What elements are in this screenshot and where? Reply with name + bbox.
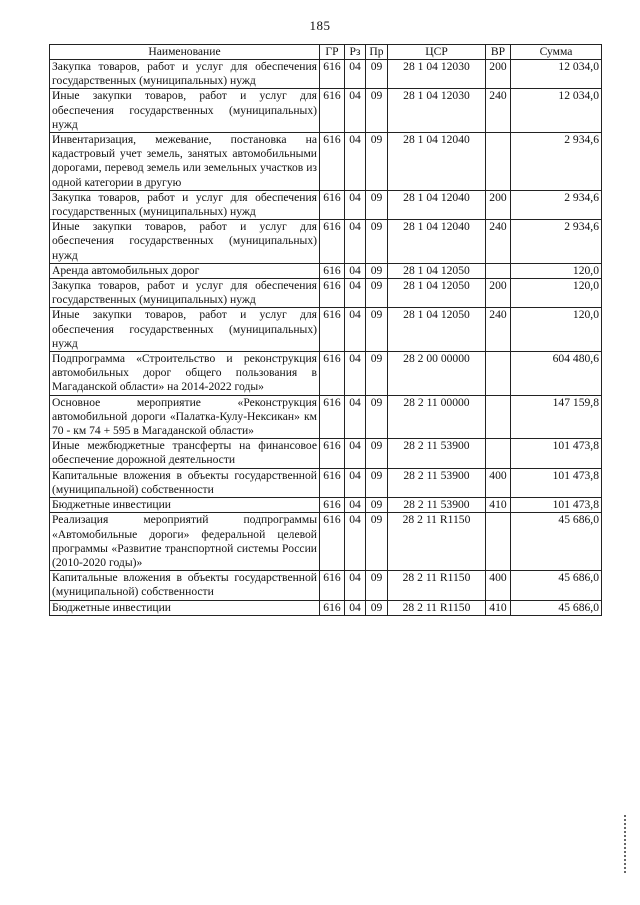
cell-gr: 616 xyxy=(320,513,345,571)
cell-vr xyxy=(486,513,511,571)
header-vr: ВР xyxy=(486,45,511,60)
cell-gr: 616 xyxy=(320,352,345,396)
cell-csr: 28 2 11 R1150 xyxy=(388,600,486,615)
header-pr: Пр xyxy=(366,45,388,60)
scan-edge-mark xyxy=(624,815,626,875)
cell-sum: 604 480,6 xyxy=(511,352,602,396)
cell-pr: 09 xyxy=(366,498,388,513)
cell-pr: 09 xyxy=(366,571,388,600)
cell-pr: 09 xyxy=(366,89,388,133)
cell-sum: 2 934,6 xyxy=(511,190,602,219)
cell-vr xyxy=(486,133,511,191)
table-row xyxy=(50,513,602,571)
cell-vr: 200 xyxy=(486,60,511,89)
cell-name: Бюджетные инвестиции xyxy=(50,498,320,513)
cell-rz: 04 xyxy=(345,279,366,308)
cell-name: Закупка товаров, работ и услуг для обеспечения государственных (муниципальных) нужд xyxy=(50,60,320,89)
cell-rz: 04 xyxy=(345,395,366,439)
cell-vr xyxy=(486,395,511,439)
header-name: Наименование xyxy=(50,45,320,60)
budget-table xyxy=(49,44,602,616)
cell-sum: 120,0 xyxy=(511,279,602,308)
cell-gr: 616 xyxy=(320,308,345,352)
cell-sum: 45 686,0 xyxy=(511,600,602,615)
cell-gr: 616 xyxy=(320,468,345,497)
cell-sum: 12 034,0 xyxy=(511,89,602,133)
cell-rz: 04 xyxy=(345,220,366,264)
cell-sum: 120,0 xyxy=(511,263,602,278)
cell-gr: 616 xyxy=(320,439,345,468)
cell-pr: 09 xyxy=(366,600,388,615)
cell-pr: 09 xyxy=(366,439,388,468)
cell-vr: 240 xyxy=(486,220,511,264)
cell-gr: 616 xyxy=(320,571,345,600)
cell-pr: 09 xyxy=(366,308,388,352)
cell-vr: 200 xyxy=(486,190,511,219)
cell-name: Закупка товаров, работ и услуг для обеспечения государственных (муниципальных) нужд xyxy=(50,279,320,308)
cell-rz: 04 xyxy=(345,89,366,133)
cell-sum: 2 934,6 xyxy=(511,133,602,191)
cell-sum: 120,0 xyxy=(511,308,602,352)
cell-pr: 09 xyxy=(366,263,388,278)
cell-name: Бюджетные инвестиции xyxy=(50,600,320,615)
table-row xyxy=(50,468,602,497)
cell-rz: 04 xyxy=(345,263,366,278)
cell-sum: 45 686,0 xyxy=(511,513,602,571)
cell-pr: 09 xyxy=(366,468,388,497)
cell-gr: 616 xyxy=(320,133,345,191)
table-row xyxy=(50,220,602,264)
cell-name: Аренда автомобильных дорог xyxy=(50,263,320,278)
cell-vr: 200 xyxy=(486,279,511,308)
cell-csr: 28 1 04 12050 xyxy=(388,263,486,278)
cell-rz: 04 xyxy=(345,600,366,615)
cell-rz: 04 xyxy=(345,439,366,468)
cell-gr: 616 xyxy=(320,60,345,89)
cell-rz: 04 xyxy=(345,571,366,600)
table-row xyxy=(50,308,602,352)
cell-vr: 240 xyxy=(486,89,511,133)
cell-gr: 616 xyxy=(320,89,345,133)
cell-name: Закупка товаров, работ и услуг для обеспечения государственных (муниципальных) нужд xyxy=(50,190,320,219)
cell-pr: 09 xyxy=(366,395,388,439)
cell-gr: 616 xyxy=(320,395,345,439)
cell-csr: 28 2 11 53900 xyxy=(388,498,486,513)
table-row xyxy=(50,600,602,615)
cell-sum: 2 934,6 xyxy=(511,220,602,264)
cell-csr: 28 1 04 12030 xyxy=(388,89,486,133)
header-csr: ЦСР xyxy=(388,45,486,60)
table-row xyxy=(50,352,602,396)
cell-sum: 12 034,0 xyxy=(511,60,602,89)
cell-csr: 28 2 11 00000 xyxy=(388,395,486,439)
cell-sum: 101 473,8 xyxy=(511,468,602,497)
cell-name: Реализация мероприятий подпрограммы «Автомобильные дороги» федеральной целевой программы «Развитие транспортной системы России (2010-2020 годы)» xyxy=(50,513,320,571)
cell-pr: 09 xyxy=(366,190,388,219)
cell-csr: 28 1 04 12040 xyxy=(388,220,486,264)
cell-csr: 28 2 11 53900 xyxy=(388,439,486,468)
cell-pr: 09 xyxy=(366,513,388,571)
cell-rz: 04 xyxy=(345,60,366,89)
cell-csr: 28 1 04 12030 xyxy=(388,60,486,89)
table-row xyxy=(50,498,602,513)
cell-pr: 09 xyxy=(366,220,388,264)
cell-name: Иные закупки товаров, работ и услуг для обеспечения государственных (муниципальных) нужд xyxy=(50,89,320,133)
cell-csr: 28 2 11 53900 xyxy=(388,468,486,497)
cell-sum: 101 473,8 xyxy=(511,498,602,513)
cell-gr: 616 xyxy=(320,279,345,308)
cell-gr: 616 xyxy=(320,190,345,219)
cell-csr: 28 2 11 R1150 xyxy=(388,513,486,571)
cell-csr: 28 1 04 12050 xyxy=(388,308,486,352)
cell-sum: 147 159,8 xyxy=(511,395,602,439)
cell-rz: 04 xyxy=(345,308,366,352)
cell-vr: 240 xyxy=(486,308,511,352)
cell-vr: 400 xyxy=(486,468,511,497)
cell-csr: 28 2 00 00000 xyxy=(388,352,486,396)
cell-vr xyxy=(486,263,511,278)
header-gr: ГР xyxy=(320,45,345,60)
cell-vr xyxy=(486,352,511,396)
table-row xyxy=(50,190,602,219)
table-row xyxy=(50,60,602,89)
cell-vr: 400 xyxy=(486,571,511,600)
cell-name: Иные закупки товаров, работ и услуг для обеспечения государственных (муниципальных) нужд xyxy=(50,308,320,352)
cell-csr: 28 1 04 12040 xyxy=(388,133,486,191)
cell-rz: 04 xyxy=(345,133,366,191)
table-row xyxy=(50,279,602,308)
cell-name: Инвентаризация, межевание, постановка на кадастровый учет земель, занятых автомобильными дорогами, перевод земель или земельных участков из одной категории в другую xyxy=(50,133,320,191)
cell-vr: 410 xyxy=(486,600,511,615)
header-sum: Сумма xyxy=(511,45,602,60)
cell-gr: 616 xyxy=(320,498,345,513)
cell-rz: 04 xyxy=(345,468,366,497)
cell-csr: 28 1 04 12050 xyxy=(388,279,486,308)
cell-sum: 101 473,8 xyxy=(511,439,602,468)
cell-rz: 04 xyxy=(345,352,366,396)
cell-gr: 616 xyxy=(320,263,345,278)
cell-name: Капитальные вложения в объекты государственной (муниципальной) собственности xyxy=(50,571,320,600)
table-row xyxy=(50,395,602,439)
cell-rz: 04 xyxy=(345,190,366,219)
table-row xyxy=(50,89,602,133)
cell-name: Иные межбюджетные трансферты на финансовое обеспечение дорожной деятельности xyxy=(50,439,320,468)
header-rz: Рз xyxy=(345,45,366,60)
cell-gr: 616 xyxy=(320,220,345,264)
cell-name: Иные закупки товаров, работ и услуг для обеспечения государственных (муниципальных) нужд xyxy=(50,220,320,264)
cell-name: Капитальные вложения в объекты государственной (муниципальной) собственности xyxy=(50,468,320,497)
table-row xyxy=(50,439,602,468)
cell-name: Основное мероприятие «Реконструкция автомобильной дороги «Палатка-Кулу-Нексикан» км 70 - км 74 + 595 в Магаданской области» xyxy=(50,395,320,439)
page-number: 185 xyxy=(309,18,331,33)
cell-pr: 09 xyxy=(366,60,388,89)
cell-pr: 09 xyxy=(366,133,388,191)
cell-name: Подпрограмма «Строительство и реконструкция автомобильных дорог общего пользования в Магаданской области» на 2014-2022 годы» xyxy=(50,352,320,396)
cell-vr: 410 xyxy=(486,498,511,513)
cell-gr: 616 xyxy=(320,600,345,615)
cell-csr: 28 1 04 12040 xyxy=(388,190,486,219)
cell-vr xyxy=(486,439,511,468)
cell-pr: 09 xyxy=(366,279,388,308)
table-row xyxy=(50,133,602,191)
cell-pr: 09 xyxy=(366,352,388,396)
table-header-row xyxy=(50,45,602,60)
cell-sum: 45 686,0 xyxy=(511,571,602,600)
cell-csr: 28 2 11 R1150 xyxy=(388,571,486,600)
table-row xyxy=(50,571,602,600)
cell-rz: 04 xyxy=(345,498,366,513)
cell-rz: 04 xyxy=(345,513,366,571)
table-row xyxy=(50,263,602,278)
